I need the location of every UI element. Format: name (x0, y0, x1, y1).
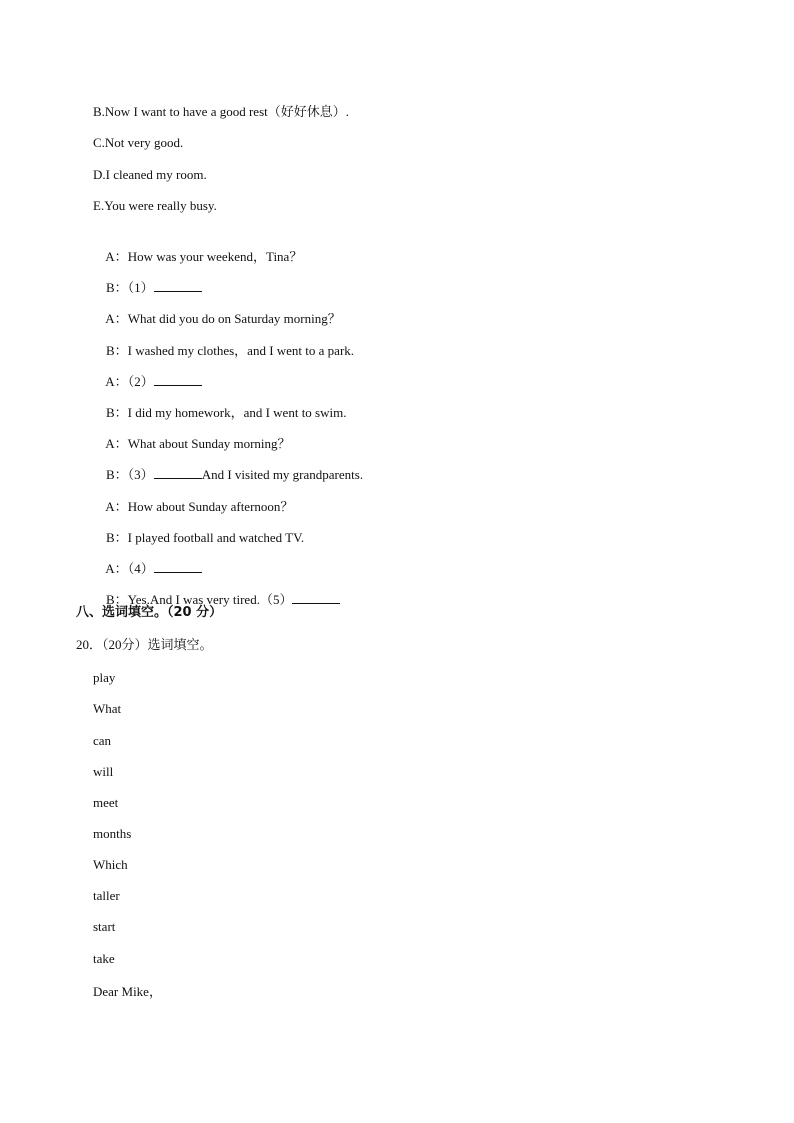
dialogue-text: What did you do on Saturday morning？ (127, 311, 341, 326)
dialogue-text: Yes.And I was very tired. (127, 592, 260, 607)
dialogue-text: How was your weekend，Tina？ (127, 249, 303, 264)
blank-number: （4） (127, 561, 154, 576)
speaker-label: B： (106, 405, 128, 420)
answer-blank[interactable] (154, 466, 202, 479)
dialogue-text: What about Sunday morning？ (127, 436, 291, 451)
word-bank-item: start (93, 919, 116, 934)
answer-blank[interactable] (292, 591, 340, 604)
speaker-label: B： (106, 467, 128, 482)
speaker-label: A： (105, 311, 128, 326)
dialogue-text: And I visited my grandparents. (201, 467, 364, 482)
speaker-label: A： (105, 499, 128, 514)
dialogue-text: I did my homework，and I went to swim. (127, 405, 347, 420)
letter-greeting: Dear Mike， (93, 984, 162, 999)
blank-number: （3） (127, 467, 154, 482)
answer-blank[interactable] (154, 373, 202, 386)
speaker-label: B： (106, 343, 128, 358)
word-bank-item: take (93, 951, 115, 966)
word-bank-item: can (93, 733, 112, 748)
speaker-label: A： (105, 561, 128, 576)
option-e: E.You were really busy. (93, 198, 217, 213)
option-c: C.Not very good. (93, 135, 184, 150)
speaker-label: A： (105, 436, 128, 451)
blank-number: （1） (127, 280, 154, 295)
blank-number: （2） (127, 374, 154, 389)
speaker-label: B： (106, 592, 128, 607)
dialogue-text: I washed my clothes，and I went to a park. (127, 343, 355, 358)
question-title: 20．（20分）选词填空。 (76, 637, 213, 652)
dialogue-text: How about Sunday afternoon？ (127, 499, 294, 514)
word-bank-item: Which (93, 857, 128, 872)
answer-blank[interactable] (154, 560, 202, 573)
section-heading: 八、选词填空。（20 分） (76, 605, 223, 620)
speaker-label: A： (105, 249, 128, 264)
word-bank-item: What (93, 701, 122, 716)
dialogue-text: I played football and watched TV. (127, 530, 305, 545)
word-bank-item: months (93, 826, 132, 841)
option-d: D.I cleaned my room. (93, 167, 207, 182)
speaker-label: A： (105, 374, 128, 389)
word-bank-item: taller (93, 888, 120, 903)
speaker-label: B： (106, 280, 128, 295)
word-bank-item: will (93, 764, 114, 779)
word-bank-item: play (93, 670, 116, 685)
speaker-label: B： (106, 530, 128, 545)
word-bank-item: meet (93, 795, 119, 810)
option-b: B.Now I want to have a good rest（好好休息）. (93, 104, 349, 119)
blank-number: （5） (259, 592, 293, 607)
answer-blank[interactable] (154, 279, 202, 292)
